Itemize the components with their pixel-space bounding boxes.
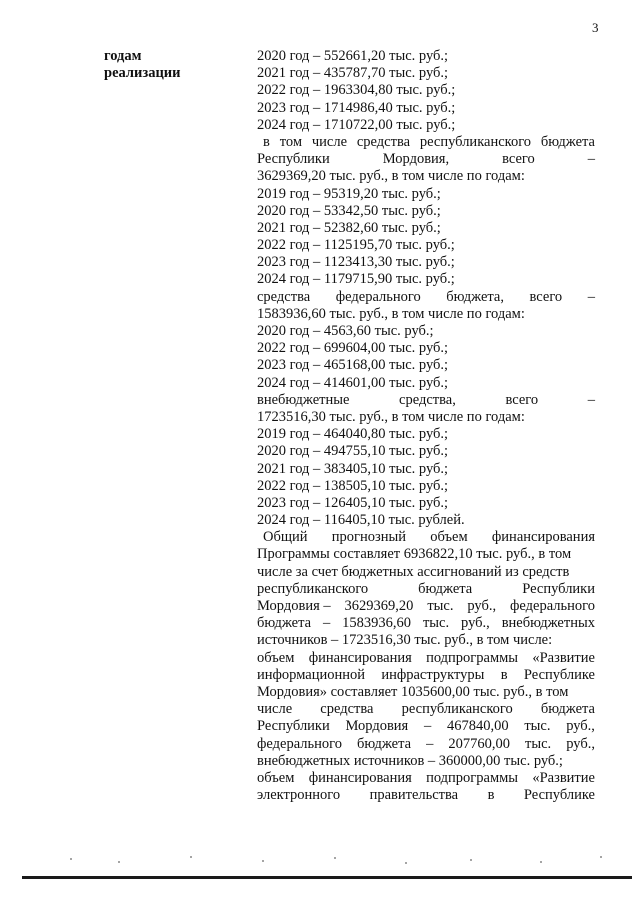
word: тыс.	[427, 598, 454, 614]
text-line: 2019 год – 464040,80 тыс. руб.;	[257, 426, 449, 443]
word: числе	[311, 133, 348, 150]
text-line	[257, 615, 595, 632]
word: –	[426, 735, 434, 752]
row-label-line: годам	[104, 48, 142, 64]
word: республиканского	[401, 701, 513, 718]
text-line: 2020 год – 552661,20 тыс. руб.;	[257, 48, 449, 64]
word: 467840,00	[446, 718, 509, 735]
word: руб.,	[566, 735, 595, 752]
word: информационной	[257, 666, 366, 683]
page-number: 3	[592, 20, 599, 35]
text-line: 2022 год – 699604,00 тыс. руб.;	[257, 340, 449, 357]
word: электронного	[257, 787, 341, 804]
word: федерального	[510, 598, 595, 614]
scan-speck	[118, 861, 120, 863]
text-line	[257, 529, 595, 546]
scan-speck	[405, 862, 407, 864]
scan-speck	[334, 857, 336, 859]
word: подпрограммы	[426, 649, 519, 666]
word: бюджета,	[446, 288, 504, 305]
financing-text	[257, 48, 595, 804]
word: средства,	[399, 391, 456, 408]
word: Мордовия,	[382, 151, 450, 168]
scan-speck	[70, 858, 72, 860]
word: бюджета	[418, 580, 473, 597]
text-line: Мордовия» составляет 1035600,00 тыс. руб., в том	[257, 683, 569, 700]
word: республиканского	[257, 580, 369, 597]
text-line: 1723516,30 тыс. руб., в том числе по годам:	[257, 408, 525, 425]
word: инфраструктуры	[381, 666, 485, 683]
text-line: Программы составляет 6936822,10 тыс. руб., в том	[257, 546, 572, 563]
text-line	[257, 392, 595, 409]
word: объем	[257, 769, 295, 786]
text-line: 2024 год – 116405,10 тыс. рублей.	[257, 512, 465, 529]
word: Общий	[263, 529, 308, 546]
word: –	[323, 615, 331, 632]
text-line	[257, 667, 595, 684]
word: средства	[356, 133, 411, 150]
word: средства	[257, 288, 311, 305]
word: объем	[257, 649, 295, 666]
text-line	[257, 289, 595, 306]
word: средства	[320, 701, 374, 718]
text-line: 2019 год – 95319,20 тыс. руб.;	[257, 185, 441, 202]
word: правительства	[369, 787, 459, 804]
word: «Развитие	[532, 769, 595, 786]
row-label-line: реализации	[104, 65, 181, 82]
text-line: 2023 год – 1714986,40 тыс. руб.;	[257, 99, 456, 116]
word: Республики	[257, 718, 330, 735]
text-line: внебюджетных источников – 360000,00 тыс. руб.;	[257, 752, 563, 769]
word: тыс.	[525, 735, 552, 752]
text-line: 2022 год – 138505,10 тыс. руб.;	[257, 477, 449, 494]
word: Республике	[523, 787, 595, 804]
text-line: 2020 год – 4563,60 тыс. руб.;	[257, 323, 434, 339]
word: всего	[505, 391, 539, 408]
word: руб.,	[467, 598, 497, 614]
text-line: 2021 год – 435787,70 тыс. руб.;	[257, 65, 449, 82]
word: Мордовия –	[257, 598, 331, 614]
scan-speck	[540, 861, 542, 863]
text-line: 2022 год – 1963304,80 тыс. руб.;	[257, 82, 456, 99]
row-label	[104, 48, 181, 82]
word: –	[423, 718, 432, 735]
word: Мордовия	[345, 718, 409, 735]
text-line: 2021 год – 383405,10 тыс. руб.;	[257, 460, 449, 477]
text-line: 2024 год – 1179715,90 тыс. руб.;	[257, 271, 455, 288]
word: Республике	[523, 666, 595, 683]
word: Республики	[522, 580, 595, 597]
text-line	[257, 701, 595, 718]
word: финансирования	[491, 529, 595, 546]
word: бюджета	[357, 735, 412, 752]
page-bottom-rule	[22, 876, 632, 879]
word: федерального	[335, 288, 421, 305]
text-line	[257, 650, 595, 667]
text-line: 1583936,60 тыс. руб., в том числе по годам:	[257, 305, 525, 322]
word: –	[587, 288, 595, 305]
word: числе	[257, 701, 293, 718]
word: руб.,	[566, 718, 595, 735]
word: в	[487, 787, 495, 804]
word: финансирования	[308, 769, 412, 786]
word: 3629369,20	[344, 598, 414, 614]
word: Республики	[257, 151, 330, 168]
word: –	[587, 391, 595, 408]
scan-speck	[600, 856, 602, 858]
text-line: 2024 год – 1710722,00 тыс. руб.;	[257, 116, 456, 133]
word: тыс.	[422, 615, 450, 632]
text-line: числе за счет бюджетных ассигнований из средств	[257, 563, 570, 580]
word: в	[263, 133, 270, 150]
text-line: 2023 год – 126405,10 тыс. руб.;	[257, 494, 449, 511]
text-line	[257, 787, 595, 804]
text-line: 3629369,20 тыс. руб., в том числе по годам:	[257, 168, 525, 185]
word: 1583936,60	[342, 615, 412, 632]
text-line: 2024 год – 414601,00 тыс. руб.;	[257, 374, 449, 391]
text-line: 2023 год – 465168,00 тыс. руб.;	[257, 357, 449, 374]
word: бюджета	[540, 701, 595, 718]
word: всего	[502, 151, 535, 168]
text-line: 2023 год – 1123413,30 тыс. руб.;	[257, 254, 455, 271]
word: 207760,00	[448, 735, 511, 752]
word: том	[279, 133, 302, 150]
text-line: 2021 год – 52382,60 тыс. руб.;	[257, 219, 441, 236]
word: финансирования	[308, 649, 412, 666]
text-line	[257, 134, 595, 151]
text-line: 2022 год – 1125195,70 тыс. руб.;	[257, 237, 455, 254]
word: внебюджетных	[501, 615, 595, 632]
word: республиканского	[419, 133, 532, 150]
word: руб.,	[461, 615, 490, 632]
word: в	[500, 666, 508, 683]
word: всего	[529, 288, 563, 305]
text-line: 2020 год – 53342,50 тыс. руб.;	[257, 202, 441, 219]
word: подпрограммы	[426, 769, 519, 786]
word: бюджета	[257, 615, 312, 632]
word: «Развитие	[532, 649, 595, 666]
word: федерального	[257, 735, 342, 752]
text-line	[257, 736, 595, 753]
text-line	[257, 581, 595, 598]
word: прогнозный	[331, 529, 407, 546]
text-line	[257, 770, 595, 787]
word: объем	[430, 529, 468, 546]
text-line: 2020 год – 494755,10 тыс. руб.;	[257, 443, 449, 460]
scan-speck	[190, 856, 192, 858]
scan-speck	[262, 860, 264, 862]
word: тыс.	[524, 718, 551, 735]
word: бюджета	[540, 133, 595, 150]
scan-speck	[470, 859, 472, 861]
text-line	[257, 598, 595, 615]
text-line	[257, 151, 595, 168]
text-line: источников – 1723516,30 тыс. руб., в том числе:	[257, 632, 553, 649]
word: –	[587, 151, 595, 168]
text-line	[257, 718, 595, 735]
word: внебюджетные	[257, 391, 350, 408]
